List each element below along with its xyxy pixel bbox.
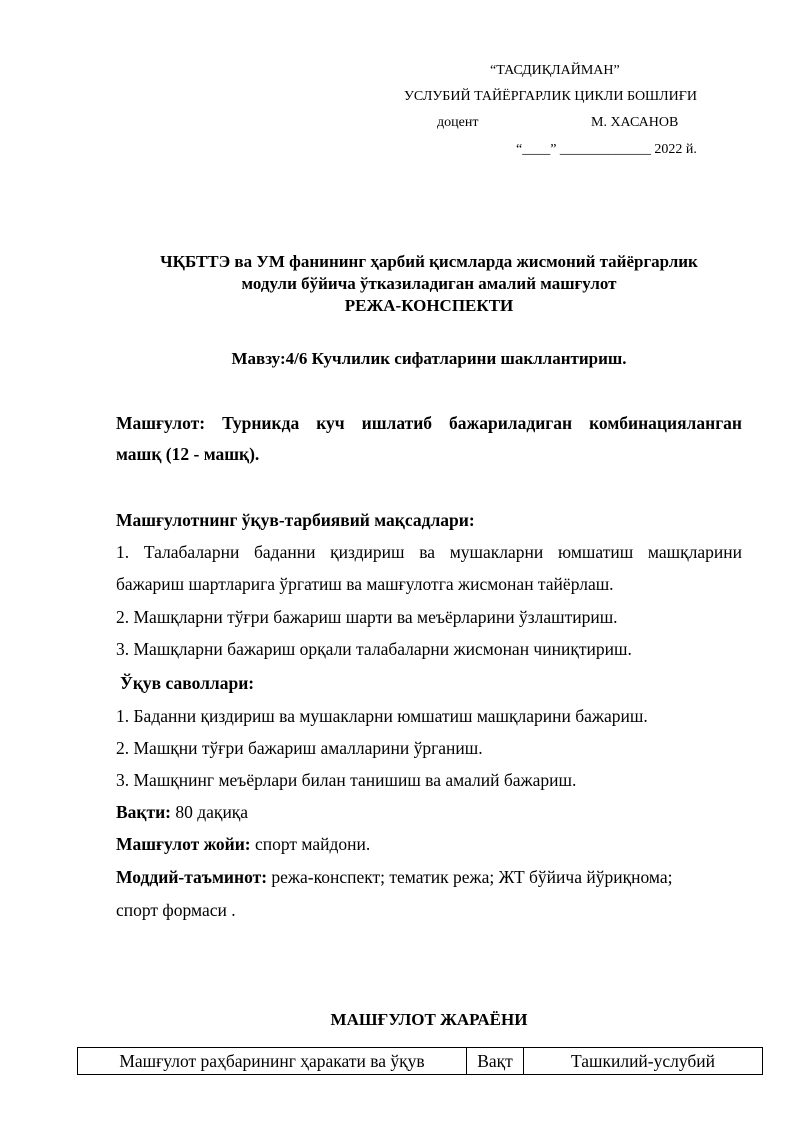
goal-word: қиздириш (330, 542, 405, 562)
question-item-2: 2. Машқни тўғри бажариш амалларини ўрганиш. (116, 738, 483, 758)
place-label: Машғулот жойи: (116, 834, 251, 854)
goal-item-1-line1 (116, 537, 742, 568)
goal-word: машқларини (647, 542, 742, 562)
lesson-line1 (116, 408, 742, 439)
schedule-table (77, 1047, 763, 1075)
time-label: Вақти: (116, 802, 172, 822)
goal-word: баданни (254, 542, 316, 562)
lesson-word: комбинацияланган (589, 413, 742, 433)
document-title-line2: модули бўйича ўтказиладиган амалий машғулот (241, 274, 617, 293)
questions-heading: Ўқув саволлари: (120, 673, 255, 693)
place-line (116, 829, 370, 860)
goal-word: ва (419, 542, 436, 562)
lesson-word: бажариладиган (449, 413, 573, 433)
place-value: спорт майдони. (250, 834, 371, 854)
goal-item-2: 2. Машқларни тўғри бажариш шарти ва меъёрларини ўзлаштириш. (116, 607, 618, 627)
table-header-row (78, 1048, 763, 1075)
goal-item-1-line2: бажариш шартларига ўргатиш ва машғулотга жисмонан тайёрлаш. (116, 574, 614, 594)
lesson-word: ишлатиб (361, 413, 433, 433)
lesson-word: Турникда (222, 413, 300, 433)
lesson-word: куч (316, 413, 345, 433)
topic: Мавзу:4/6 Кучлилик сифатларини шакллантириш. (231, 349, 627, 368)
document-title-line1: ЧҚБТТЭ ва УМ фанининг ҳарбий қисмларда жисмоний тайёргарлик (160, 252, 698, 271)
lesson-word: Машғулот: (116, 413, 206, 433)
time-line (116, 797, 248, 828)
lesson-line2: машқ (12 - машқ). (116, 444, 260, 464)
equipment-label: Моддий-таъминот: (116, 867, 268, 887)
approval-date: “____” _____________ 2022 й. (516, 142, 697, 157)
equipment-value: режа-конспект; тематик режа; ЖТ бўйича йўриқнома; (267, 867, 673, 887)
goal-word: мушакларни (449, 542, 544, 562)
document-title-line3: РЕЖА-КОНСПЕКТИ (344, 296, 514, 315)
time-value: 80 дақиқа (171, 802, 249, 822)
table-header-cell-time: Вақт (467, 1048, 524, 1075)
equipment-line (116, 862, 672, 893)
progress-heading: МАШҒУЛОТ ЖАРАЁНИ (330, 1010, 528, 1029)
question-item-3: 3. Машқнинг меъёрлари билан танишиш ва амалий бажариш. (116, 770, 577, 790)
approver-rank: доцент (437, 115, 479, 130)
goals-heading: Машғулотнинг ўқув-тарбиявий мақсадлари: (116, 510, 475, 530)
approver-name: М. ХАСАНОВ (591, 115, 679, 130)
goal-word: юмшатиш (557, 542, 634, 562)
goal-word: Талабаларни (143, 542, 240, 562)
equipment-line2: спорт формаси . (116, 900, 236, 920)
question-item-1: 1. Баданни қиздириш ва мушакларни юмшатиш машқларини бажариш. (116, 706, 648, 726)
approver-position: УСЛУБИЙ ТАЙЁРГАРЛИК ЦИКЛИ БОШЛИҒИ (404, 89, 697, 104)
table-header-cell-activity: Машғулот раҳбарининг ҳаракати ва ўқув (78, 1048, 467, 1075)
approval-stamp: “ТАСДИҚЛАЙМАН” (490, 63, 620, 78)
table-header-cell-method: Ташкилий-услубий (524, 1048, 763, 1075)
goal-item-3: 3. Машқларни бажариш орқали талабаларни жисмонан чиниқтириш. (116, 639, 632, 659)
goal-word: 1. (116, 542, 130, 562)
